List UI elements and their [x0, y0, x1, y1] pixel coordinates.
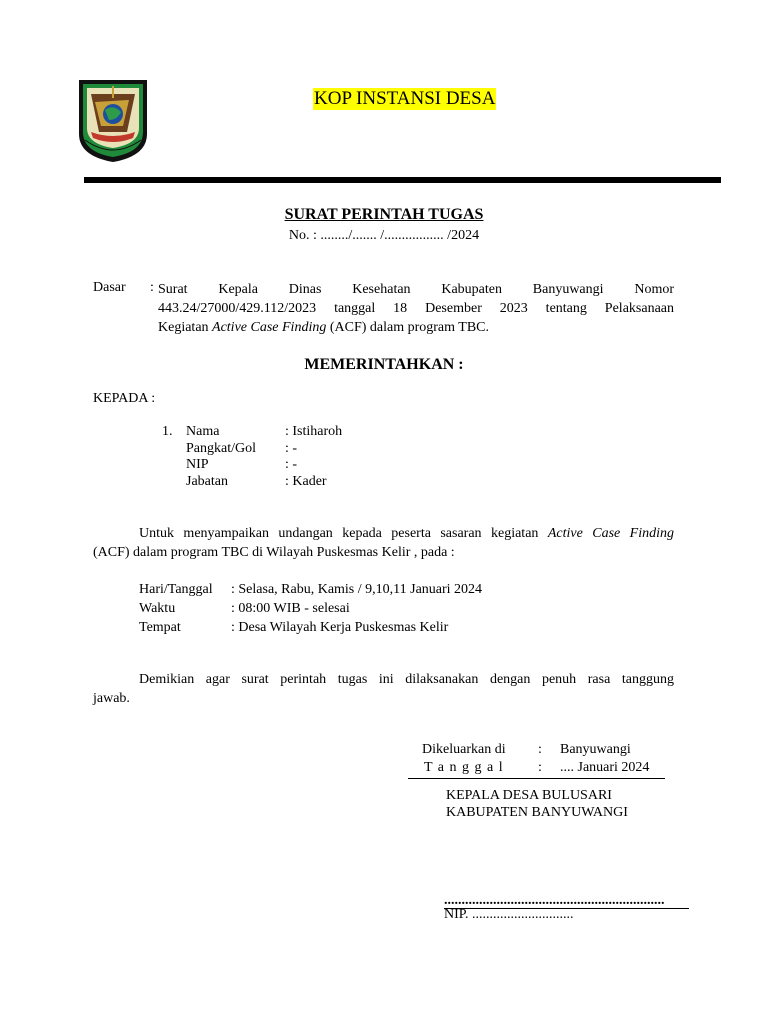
- date-label: T a n g g a l: [424, 760, 504, 775]
- issued-at-value: Banyuwangi: [560, 742, 631, 757]
- detail-value: : Selasa, Rabu, Kamis / 9,10,11 Januari 2024: [231, 582, 483, 597]
- letterhead-rule: [84, 177, 721, 183]
- dasar-text: [158, 280, 674, 337]
- detail-label: Tempat: [139, 620, 181, 635]
- dasar-line-3: [158, 318, 674, 337]
- person-number: 1.: [162, 424, 173, 439]
- intro-line-2: (ACF) dalam program TBC di Wilayah Puskesmas Kelir , pada :: [93, 545, 455, 560]
- letterhead-placeholder: KOP INSTANSI DESA: [314, 88, 496, 109]
- dasar-colon: :: [150, 280, 154, 295]
- person-field-value: : -: [285, 457, 298, 472]
- issued-at-colon: :: [538, 742, 542, 757]
- dasar-line-1: Surat Kepala Dinas Kesehatan Kabupaten Banyuwangi Nomor: [158, 282, 674, 297]
- signatory-nip: NIP. .............................: [444, 907, 574, 922]
- dasar-line-3-post: (ACF) dalam program TBC.: [326, 320, 490, 335]
- person-field-label: Nama: [186, 424, 220, 439]
- intro-line-1: [93, 524, 674, 543]
- intro-paragraph: [93, 524, 674, 562]
- issued-at-label: Dikeluarkan di: [422, 742, 506, 757]
- detail-value: : Desa Wilayah Kerja Puskesmas Kelir: [231, 620, 449, 635]
- kepada-label: KEPADA :: [93, 391, 156, 406]
- detail-value: : 08:00 WIB - selesai: [231, 601, 350, 616]
- closing-paragraph: [93, 670, 674, 708]
- person-field-value: : -: [285, 441, 298, 456]
- dasar-line-3-italic: Active Case Finding: [212, 320, 327, 335]
- memerintahkan-heading: MEMERINTAHKAN :: [304, 356, 464, 373]
- person-field-label: Jabatan: [186, 474, 228, 489]
- signatory-region: KABUPATEN BANYUWANGI: [446, 805, 628, 820]
- intro-italic: Active Case Finding: [547, 526, 674, 541]
- detail-label: Hari/Tanggal: [139, 582, 213, 597]
- dasar-line-2: 443.24/27000/429.112/2023 tanggal 18 Desember 2023 tentang Pelaksanaan: [158, 301, 674, 316]
- closing-line-2: jawab.: [93, 691, 130, 706]
- signatory-title: KEPALA DESA BULUSARI: [446, 788, 612, 803]
- person-field-value: : Istiharoh: [285, 424, 343, 439]
- person-field-value: : Kader: [285, 474, 327, 489]
- document-number: No. : ......../....... /................. /2024: [288, 228, 480, 243]
- dasar-label: Dasar: [93, 280, 126, 295]
- dasar-line-3-pre: Kegiatan: [158, 320, 213, 335]
- intro-pre: Untuk menyampaikan undangan kepada peserta sasaran kegiatan: [139, 526, 548, 541]
- date-value: .... Januari 2024: [560, 760, 650, 775]
- person-field-label: Pangkat/Gol: [186, 441, 256, 456]
- detail-label: Waktu: [139, 601, 176, 616]
- signature-divider: [408, 778, 665, 779]
- regency-logo-emblem: [75, 76, 151, 164]
- person-field-label: NIP: [186, 457, 209, 472]
- date-colon: :: [538, 760, 542, 775]
- signatory-name-placeholder: ...............................................................: [444, 893, 665, 908]
- closing-line-1: Demikian agar surat perintah tugas ini dilaksanakan dengan penuh rasa tanggung: [139, 672, 674, 687]
- document-title: SURAT PERINTAH TUGAS: [284, 206, 484, 223]
